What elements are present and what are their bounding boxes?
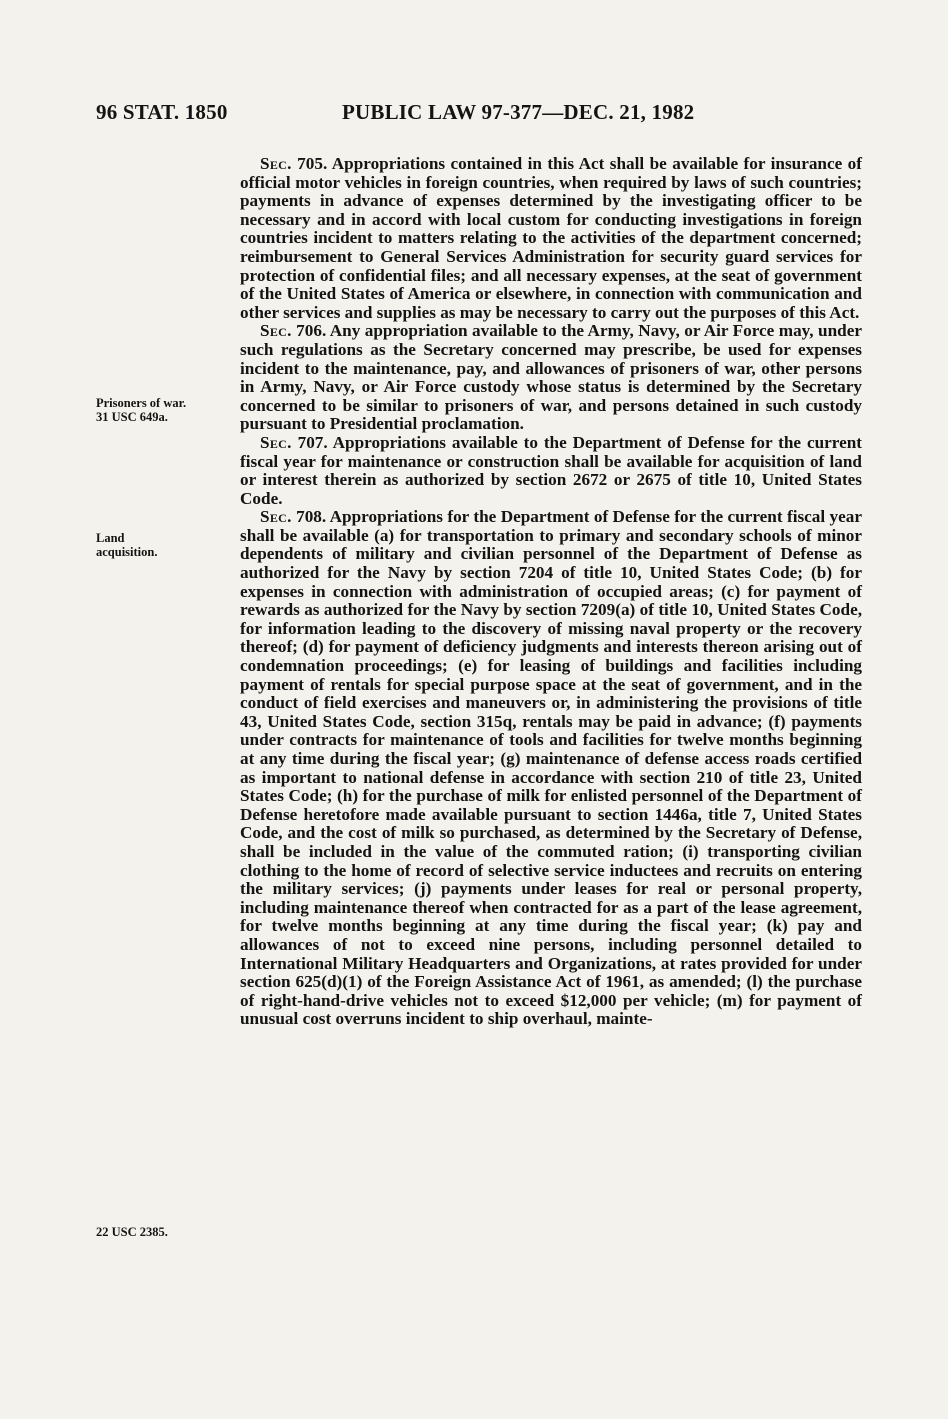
section-text: 708. Appropriations for the Department of Defense for the current fiscal year shall be available (a) for transportation to primary and secondary schools of minor dependents of military and civilian personnel of the Department of Defense as authorized for the Navy by section 7204 of title 10, United States Code; (b) for expenses in connection with administration of occupied areas; (c) for payment of rewards as authorized for the Navy by section 7209(a) of title 10, United States Code, for information leading to the discovery of missing naval property or the recovery thereof; (d) for payment of deficiency judgments and interests thereon arising out of condemnation proceedings; (e) for leasing of buildings and facilities including payment of rentals for special purpose space at the seat of government, and in the conduct of field exercises and maneuvers or, in administering the provisions of title 43, United States Code, section 315q, rentals may be paid in advance; (f) payments under contracts for maintenance of tools and facilities for twelve months beginning at any time during the fiscal year; (g) maintenance of defense access roads certified as important to national defense in accordance with section 210 of title 23, United States Code; (h) for the purchase of milk for enlisted personnel of the Department of Defense heretofore made available pursuant to section 1446a, title 7, United States Code, and the cost of milk so purchased, as determined by the Secretary of Defense, shall be included in the value of the commuted ration; (i) transporting civilian clothing to the home of record of selective service inductees and recruits on entering the military services; (j) payments under leases for real or personal property, including maintenance thereof when contracted for as a part of the lease agreement, for twelve months beginning at any time during the fiscal year; (k) pay and allowances of not to exceed nine persons, including personnel detailed to International Military Headquarters and Organizations, at rates provided for under section 625(d)(1) of the Foreign Assistance Act of 1961, as amended; (l) the purchase of right-hand-drive vehicles not to exceed $12,000 per vehicle; (m) for payment of unusual cost overruns incident to ship overhaul, mainte- (240, 507, 862, 1029)
section-label: Sec. (260, 432, 292, 452)
margin-note-line: acquisition. (96, 545, 158, 559)
page-header (96, 100, 736, 130)
margin-note-line: 31 USC 649a. (96, 410, 168, 424)
margin-note-prisoners-of-war (96, 396, 226, 424)
margin-note-line: Land (96, 531, 125, 545)
margin-note-land-acquisition (96, 531, 226, 559)
section-706 (240, 322, 862, 434)
public-law-title: PUBLIC LAW 97-377—DEC. 21, 1982 (342, 100, 695, 124)
section-text: 707. Appropriations available to the Department of Defense for the current fiscal year for maintenance or construction shall be available for acquisition of land or interest therein as authorized by section 2672 or 2675 of title 10, United States Code. (240, 432, 862, 508)
section-label: Sec. (260, 507, 292, 527)
margin-note-22-usc-2385 (96, 1225, 226, 1239)
margin-note-line: 22 USC 2385. (96, 1225, 168, 1239)
statute-page-number: 96 STAT. 1850 (96, 100, 228, 124)
section-text: 706. Any appropriation available to the Army, Navy, or Air Force may, under such regulations as the Secretary concerned may prescribe, be used for expenses incident to the maintenance, pay, and allowances of prisoners of war, other persons in Army, Navy, or Air Force custody whose status is determined by the Secretary concerned to be similar to prisoners of war, and persons detained in such custody pursuant to Presidential proclamation. (240, 321, 862, 434)
section-708 (240, 508, 862, 1029)
section-label: Sec. (260, 154, 292, 173)
section-label: Sec. (260, 321, 292, 341)
section-705 (240, 155, 862, 322)
body-text (240, 155, 862, 1029)
section-text: 705. Appropriations contained in this Act shall be available for insurance of official motor vehicles in foreign countries, when required by laws of such countries; payments in advance of expenses determined by the investigating officer to be necessary and in accord with local custom for conducting investigations in foreign countries incident to matters relating to the activities of the department concerned; reimbursement to General Services Administration for security guard services for protection of confidential files; and all necessary expenses, at the seat of government of the United States of America or elsewhere, in connection with communication and other services and supplies as may be necessary to carry out the purposes of this Act. (240, 154, 862, 322)
margin-note-line: Prisoners of war. (96, 396, 187, 410)
section-707 (240, 434, 862, 508)
